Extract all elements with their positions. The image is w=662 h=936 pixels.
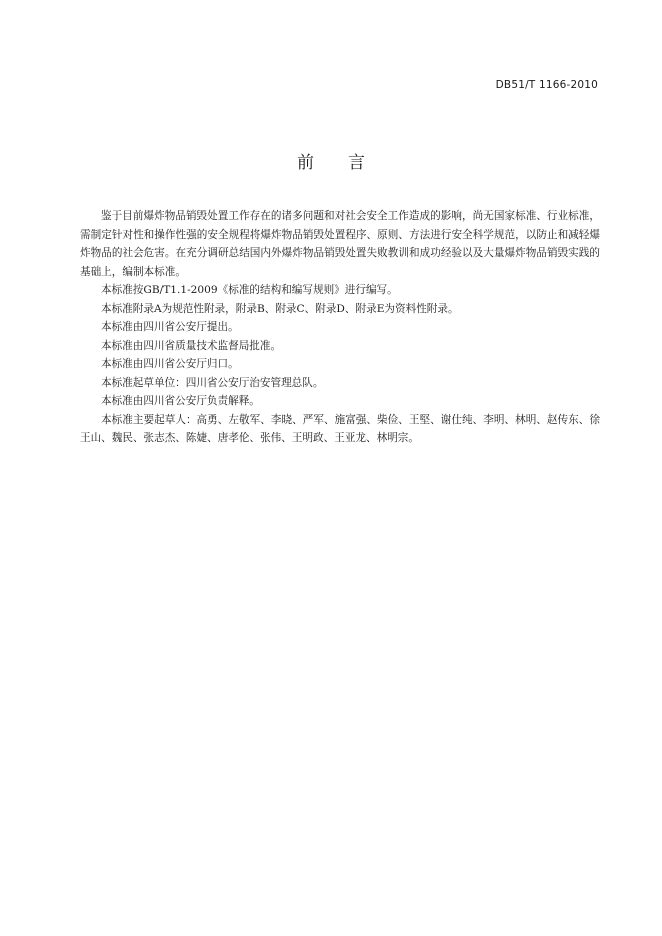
paragraph-approved-by: 本标准由四川省质量技术监督局批准。: [101, 339, 282, 352]
paragraph-background: 鉴于目前爆炸物品销毁处置工作存在的诸多问题和对社会安全工作造成的影响，尚无国家标准、行业标准，需制定针对性和操作性强的安全规程将爆炸物品销毁处置程序、原则、方法进行安全科学规范，以防止和减轻爆炸物品的社会危害。在充分调研总结国内外爆炸物品销毁处置失败教训和成功经验以及大量爆炸物品销毁实践的基础上，编制本标准。: [80, 210, 600, 278]
paragraph-compilation-basis: 本标准按GB/T1.1-2009《标准的结构和编写规则》进行编写。: [101, 284, 398, 296]
page-title: 前言: [297, 153, 399, 173]
foreword-body: [80, 207, 600, 448]
document-code: DB51/T 1166-2010: [495, 79, 598, 91]
paragraph-appendix-note: 本标准附录A为规范性附录，附录B、附录C、附录D、附录E为资料性附录。: [101, 302, 459, 315]
paragraph-proposed-by: 本标准由四川省公安厅提出。: [101, 321, 239, 333]
paragraph-drafting-unit: 本标准起草单位：四川省公安厅治安管理总队。: [101, 376, 324, 389]
paragraph-drafters: 本标准主要起草人：高勇、左敬军、李晓、严军、施富强、柴俭、王堅、谢仕纯、李明、林明、赵传东、徐王山、魏民、张志杰、陈婕、唐孝伦、张伟、王明政、王亚龙、林明宗。: [80, 413, 600, 444]
paragraph-centralized-by: 本标准由四川省公安厅归口。: [101, 358, 239, 370]
paragraph-interpretation: 本标准由四川省公安厅负责解释。: [101, 395, 260, 407]
